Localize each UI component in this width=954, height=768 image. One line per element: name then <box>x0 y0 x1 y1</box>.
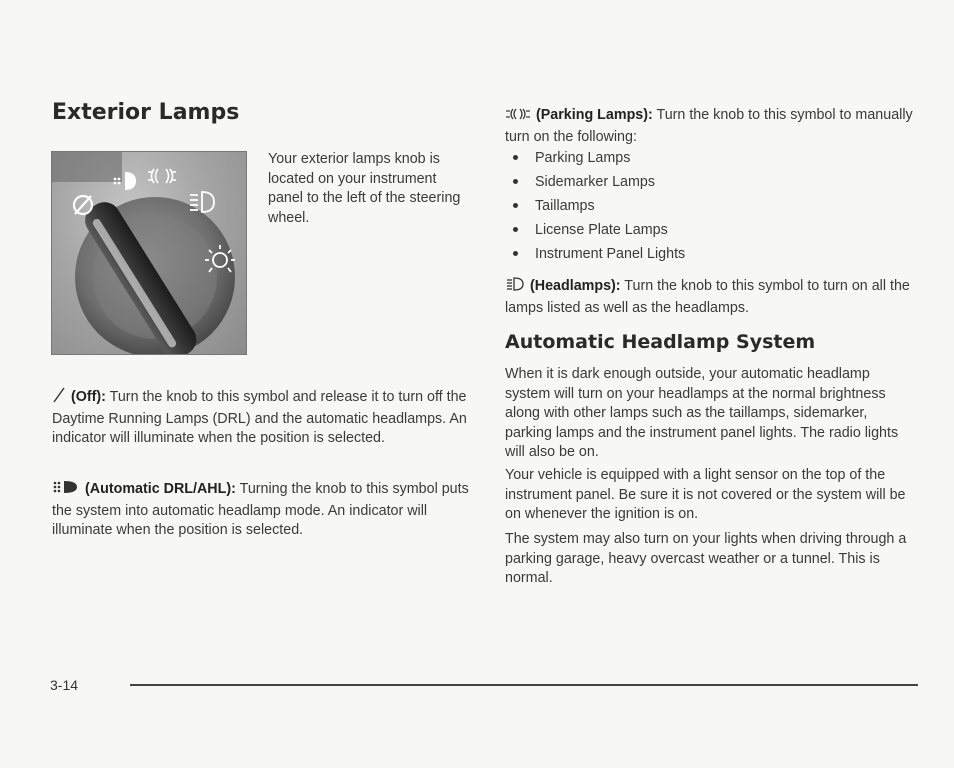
list-item: Taillamps <box>512 196 685 220</box>
parking-label: (Parking Lamps): <box>536 107 653 123</box>
drl-paragraph <box>52 479 472 541</box>
off-slash-icon <box>74 196 92 214</box>
auto-paragraph-2: Your vehicle is equipped with a light sensor on the top of the instrument panel. Be sure it is not covered or the system will be on whenever the ignition is on. <box>505 467 906 522</box>
off-label: (Off): <box>71 389 106 405</box>
off-text: Turn the knob to this symbol and release it to turn off the Daytime Running Lamps (DRL) and the automatic headlamps. An indicator will illuminate when the position is selected. <box>52 389 467 446</box>
off-slash-icon <box>52 387 66 410</box>
list-item: Instrument Panel Lights <box>512 244 685 268</box>
off-paragraph <box>52 387 472 449</box>
drl-text: Turning the knob to this symbol puts the system into automatic headlamp mode. An indicator will illuminate when the position is selected. <box>52 481 469 538</box>
list-item: Sidemarker Lamps <box>512 172 685 196</box>
page-number: 3-14 <box>50 677 79 693</box>
parking-lamps-icon <box>148 169 176 183</box>
section-heading: Automatic Headlamp System <box>505 331 816 353</box>
headlamp-knob-photo <box>51 151 247 355</box>
parking-text: Turn the knob to this symbol to manually turn on the following: <box>505 107 913 145</box>
drl-label: (Automatic DRL/AHL): <box>85 481 236 497</box>
footer-rule <box>130 684 918 686</box>
list-item: Parking Lamps <box>512 148 685 172</box>
list-item: License Plate Lamps <box>512 220 685 244</box>
headlamps-paragraph <box>505 276 915 318</box>
parking-lamps-icon <box>505 107 531 128</box>
intro-paragraph: Your exterior lamps knob is located on your instrument panel to the left of the steering wheel. <box>268 151 461 226</box>
headlamps-text: Turn the knob to this symbol to turn on all the lamps listed as well as the headlamps. <box>505 278 910 316</box>
headlamp-icon <box>505 276 525 299</box>
auto-paragraph-1: When it is dark enough outside, your automatic headlamp system will turn on your headlamps at the normal brightness along with other lamps such as the taillamps, sidemarker, parking lamps and the instrument panel lights. The radio lights will also be on. <box>505 366 899 460</box>
headlamps-label: (Headlamps): <box>530 278 621 294</box>
parking-paragraph <box>505 106 915 147</box>
parking-lamps-list <box>512 148 685 268</box>
page-title: Exterior Lamps <box>52 100 240 125</box>
automatic-drl-icon <box>52 479 80 502</box>
auto-paragraph-3: The system may also turn on your lights when driving through a parking garage, heavy overcast weather or a tunnel. This is normal. <box>505 531 907 586</box>
